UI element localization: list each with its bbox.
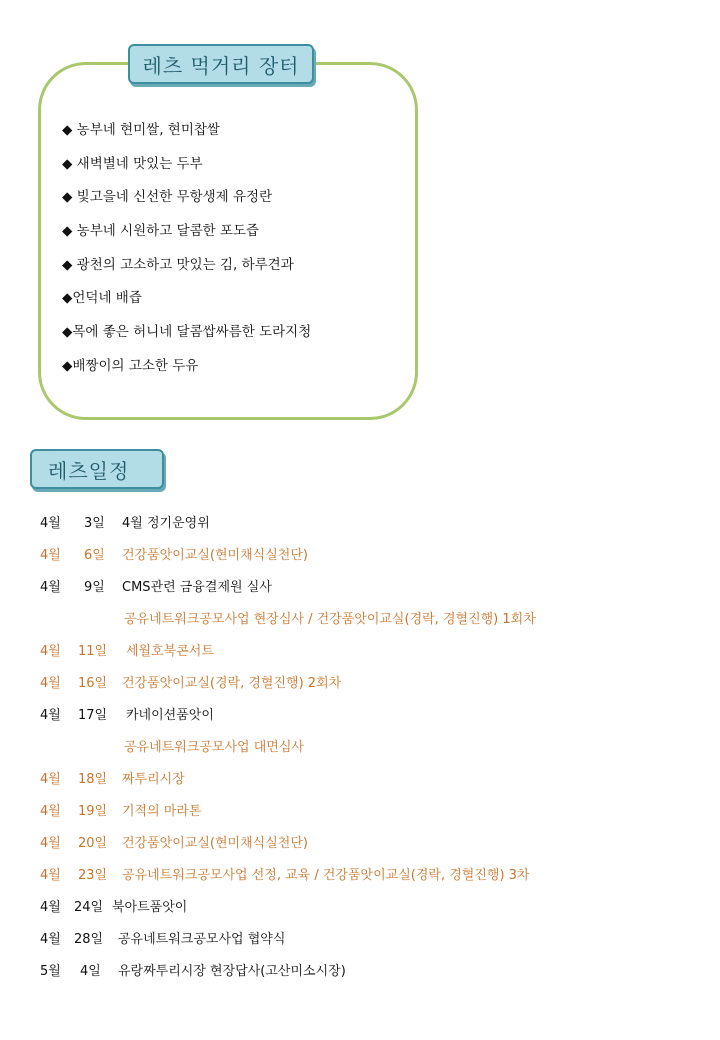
event-day: 24일 bbox=[74, 900, 104, 915]
event-month: 5월 bbox=[40, 964, 61, 979]
event-month: 4월 bbox=[40, 932, 61, 947]
event-day: 28일 bbox=[74, 932, 104, 947]
event-text: 건강품앗이교실(현미채식실천단) bbox=[122, 836, 308, 851]
event-day: 18일 bbox=[78, 772, 108, 787]
event-text: CMS관련 금융결제원 실사 bbox=[122, 580, 272, 595]
event-day: 23일 bbox=[78, 868, 108, 883]
list-item: ◆ 광천의 고소하고 맛있는 김, 하루견과 bbox=[62, 256, 294, 273]
list-item: ◆배짱이의 고소한 두유 bbox=[62, 357, 199, 374]
event-text: 짜투리시장 bbox=[122, 772, 185, 787]
list-item: ◆ 농부네 시원하고 달콤한 포도즙 bbox=[62, 223, 260, 240]
event-text: 건강품앗이교실(현미채식실천단) bbox=[122, 548, 308, 563]
market-list bbox=[62, 120, 311, 390]
event-day: 20일 bbox=[78, 836, 108, 851]
event-text: 공유네트워크공모사업 선정, 교육 / 건강품앗이교실(경락, 경혈진행) 3차 bbox=[122, 868, 530, 883]
event-day: 19일 bbox=[78, 804, 108, 819]
event-text: 카네이션품앗이 bbox=[126, 708, 214, 723]
event-month: 4월 bbox=[40, 868, 61, 883]
event-text: 공유네트워크공모사업 현장심사 / 건강품앗이교실(경락, 경혈진행) 1회차 bbox=[124, 612, 536, 627]
event-month: 4월 bbox=[40, 772, 61, 787]
event-month: 4월 bbox=[40, 644, 61, 659]
event-month: 4월 bbox=[40, 548, 61, 563]
schedule-title: 레츠일정 bbox=[30, 449, 164, 489]
event-text: 4월 정기운영위 bbox=[122, 516, 210, 531]
event-text: 세월호북콘서트 bbox=[126, 644, 214, 659]
event-day: 4일 bbox=[80, 964, 101, 979]
list-item: ◆언덕네 배즙 bbox=[62, 290, 142, 307]
event-day: 17일 bbox=[78, 708, 108, 723]
event-month: 4월 bbox=[40, 836, 61, 851]
event-day: 3일 bbox=[84, 516, 105, 531]
event-month: 4월 bbox=[40, 580, 61, 595]
event-day: 16일 bbox=[78, 676, 108, 691]
event-day: 11일 bbox=[78, 644, 108, 659]
event-text: 북아트품앗이 bbox=[112, 900, 188, 915]
event-month: 4월 bbox=[40, 708, 61, 723]
event-text: 공유네트워크공모사업 대면심사 bbox=[124, 740, 304, 755]
event-month: 4월 bbox=[40, 676, 61, 691]
event-month: 4월 bbox=[40, 900, 61, 915]
list-item: ◆ 농부네 현미쌀, 현미찹쌀 bbox=[62, 122, 220, 138]
event-month: 4월 bbox=[40, 516, 61, 531]
market-title: 레츠 먹거리 장터 bbox=[128, 44, 314, 84]
event-text: 건강품앗이교실(경락, 경혈진행) 2회차 bbox=[122, 676, 342, 691]
list-item: ◆ 새벽별네 맛있는 두부 bbox=[62, 155, 203, 172]
list-item: ◆목에 좋은 허니네 달콤쌉싸름한 도라지청 bbox=[62, 324, 312, 341]
event-day: 6일 bbox=[84, 548, 105, 563]
list-item: ◆ 빛고을네 신선한 무항생제 유정란 bbox=[62, 189, 273, 206]
event-month: 4월 bbox=[40, 804, 61, 819]
event-text: 공유네트워크공모사업 협약식 bbox=[118, 932, 286, 947]
event-day: 9일 bbox=[84, 580, 105, 595]
event-text: 유랑짜투리시장 현장답사(고산미소시장) bbox=[118, 964, 346, 979]
event-text: 기적의 마라톤 bbox=[122, 804, 202, 819]
